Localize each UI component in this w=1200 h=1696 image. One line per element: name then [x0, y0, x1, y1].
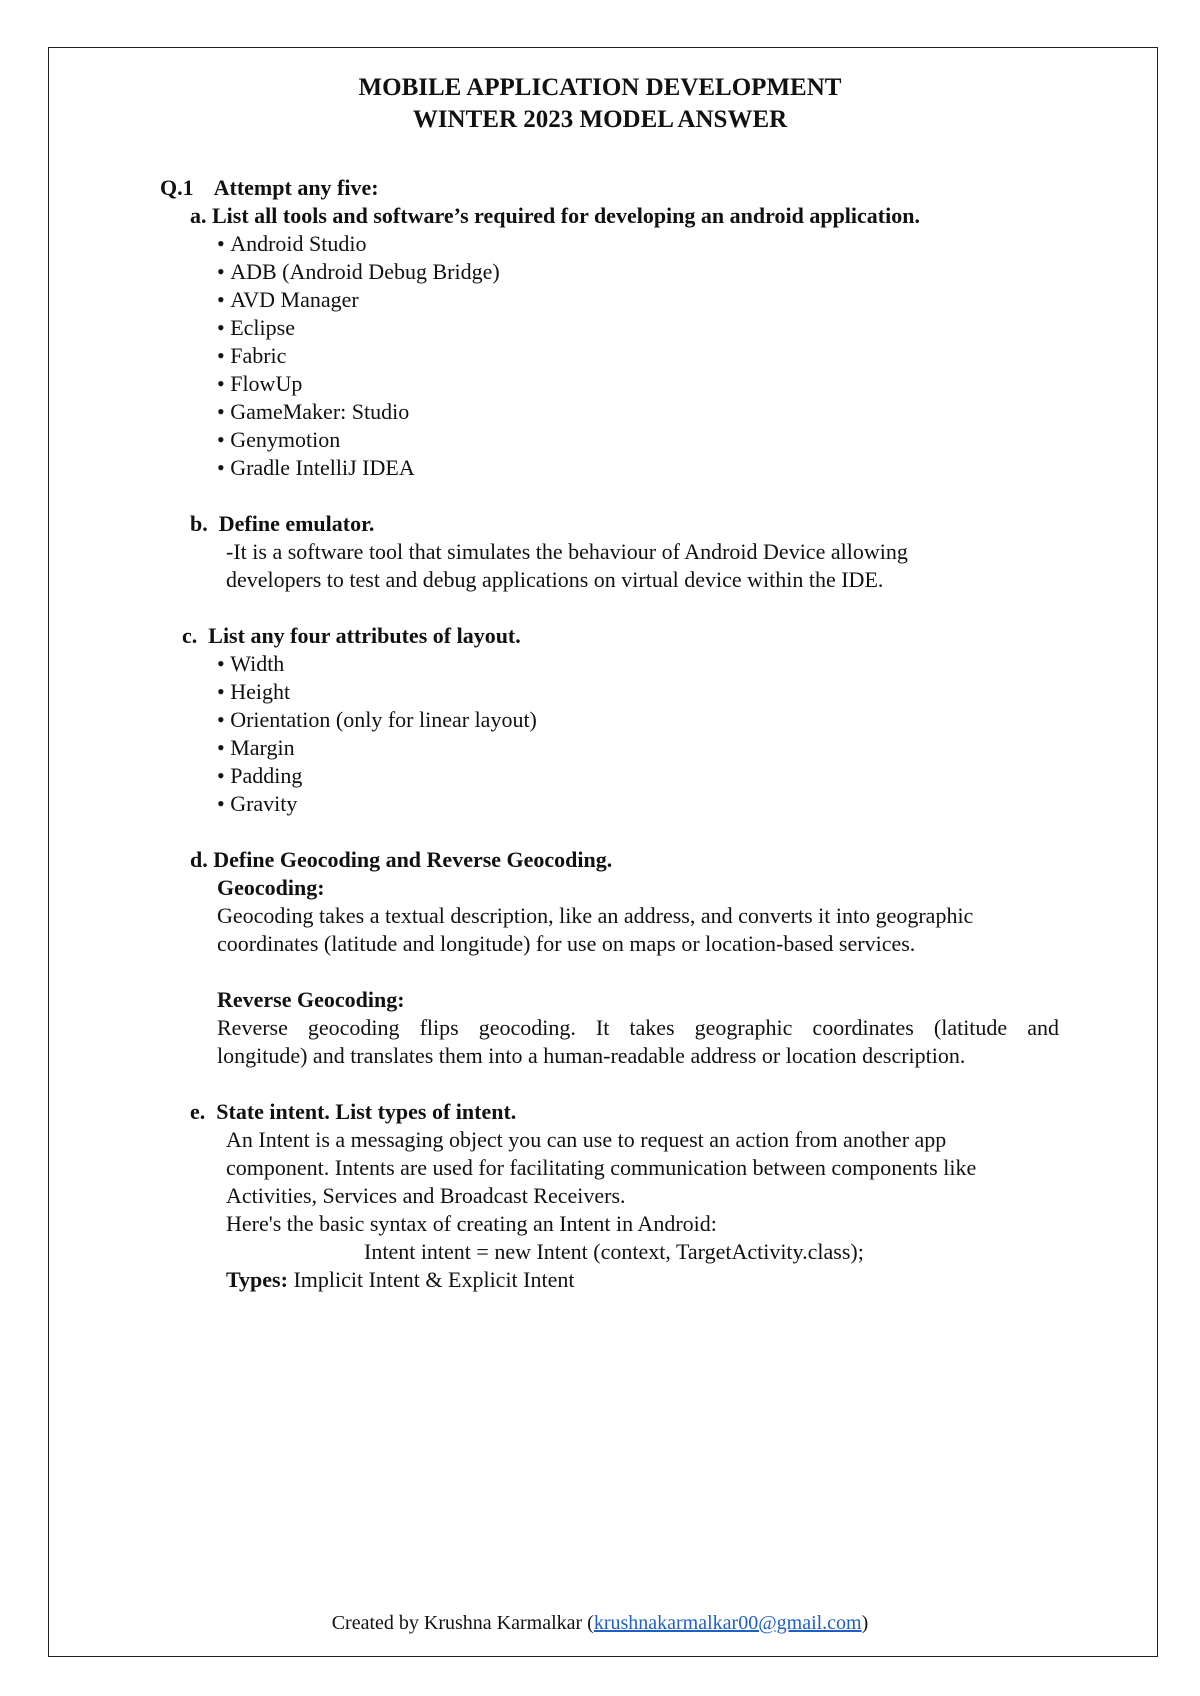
subquestion-label: d. [190, 847, 208, 872]
subquestion-text: State intent. List types of intent. [216, 1099, 517, 1124]
subquestion-c [182, 623, 521, 649]
subquestion-label: b. [190, 511, 208, 536]
list-item: • Eclipse [217, 315, 295, 341]
subquestion-b [190, 511, 374, 537]
answer-text: -It is a software tool that simulates the behaviour of Android Device allowing [226, 539, 908, 564]
footer-prefix: Created by Krushna Karmalkar ( [331, 1612, 594, 1634]
list-item: • Genymotion [217, 427, 340, 453]
answer-text: Activities, Services and Broadcast Receivers. [226, 1183, 626, 1208]
code-snippet: Intent intent = new Intent (context, TargetActivity.class); [364, 1239, 864, 1264]
answer-text: Reverse geocoding flips geocoding. It takes geographic coordinates (latitude and [217, 1015, 1059, 1040]
subquestion-label: e. [190, 1099, 206, 1124]
subquestion-text: List any four attributes of layout. [208, 623, 521, 648]
list-item: • Margin [217, 735, 295, 761]
subquestion-d [190, 847, 612, 873]
list-item: • Android Studio [217, 231, 367, 257]
answer-text: Here's the basic syntax of creating an Intent in Android: [226, 1211, 717, 1236]
list-item: • AVD Manager [217, 287, 359, 313]
question-number: Q.1 [160, 175, 194, 200]
subquestion-label: a. [190, 203, 207, 228]
list-item: • Orientation (only for linear layout) [217, 707, 537, 733]
list-item: • Width [217, 651, 284, 677]
answer-text: coordinates (latitude and longitude) for use on maps or location-based services. [217, 931, 916, 956]
subquestion-a [190, 203, 920, 229]
subquestion-label: c. [182, 623, 198, 648]
list-item: • Padding [217, 763, 302, 789]
reverse-geocoding-heading: Reverse Geocoding: [217, 987, 405, 1012]
types-value: Implicit Intent & Explicit Intent [287, 1267, 575, 1292]
footer-credit [0, 1612, 1200, 1635]
document-title: MOBILE APPLICATION DEVELOPMENT [358, 74, 842, 101]
types-label: Types: [226, 1267, 288, 1292]
answer-text: component. Intents are used for facilitating communication between components like [226, 1155, 977, 1180]
intent-types [226, 1267, 575, 1293]
answer-text: Geocoding takes a textual description, like an address, and converts it into geographic [217, 903, 974, 928]
answer-text: longitude) and translates them into a human-readable address or location description. [217, 1043, 966, 1068]
subquestion-text: Define emulator. [218, 511, 375, 536]
geocoding-heading: Geocoding: [217, 875, 325, 900]
list-item: • ADB (Android Debug Bridge) [217, 259, 500, 285]
list-item: • GameMaker: Studio [217, 399, 409, 425]
list-item: • Gradle IntelliJ IDEA [217, 455, 415, 481]
list-item: • Height [217, 679, 290, 705]
author-email-link[interactable]: krushnakarmalkar00@gmail.com [593, 1612, 862, 1634]
document-subtitle: WINTER 2023 MODEL ANSWER [412, 106, 788, 133]
subquestion-text: List all tools and software’s required for developing an android application. [212, 203, 920, 228]
question-1-header [160, 175, 379, 201]
list-item: • FlowUp [217, 371, 302, 397]
answer-text: developers to test and debug applications on virtual device within the IDE. [226, 567, 884, 592]
list-item: • Fabric [217, 343, 286, 369]
answer-text: An Intent is a messaging object you can use to request an action from another app [226, 1127, 947, 1152]
list-item: • Gravity [217, 791, 297, 817]
footer-suffix: ) [861, 1612, 869, 1634]
subquestion-text: Define Geocoding and Reverse Geocoding. [213, 847, 613, 872]
subquestion-e [190, 1099, 516, 1125]
question-instruction: Attempt any five: [213, 175, 379, 200]
